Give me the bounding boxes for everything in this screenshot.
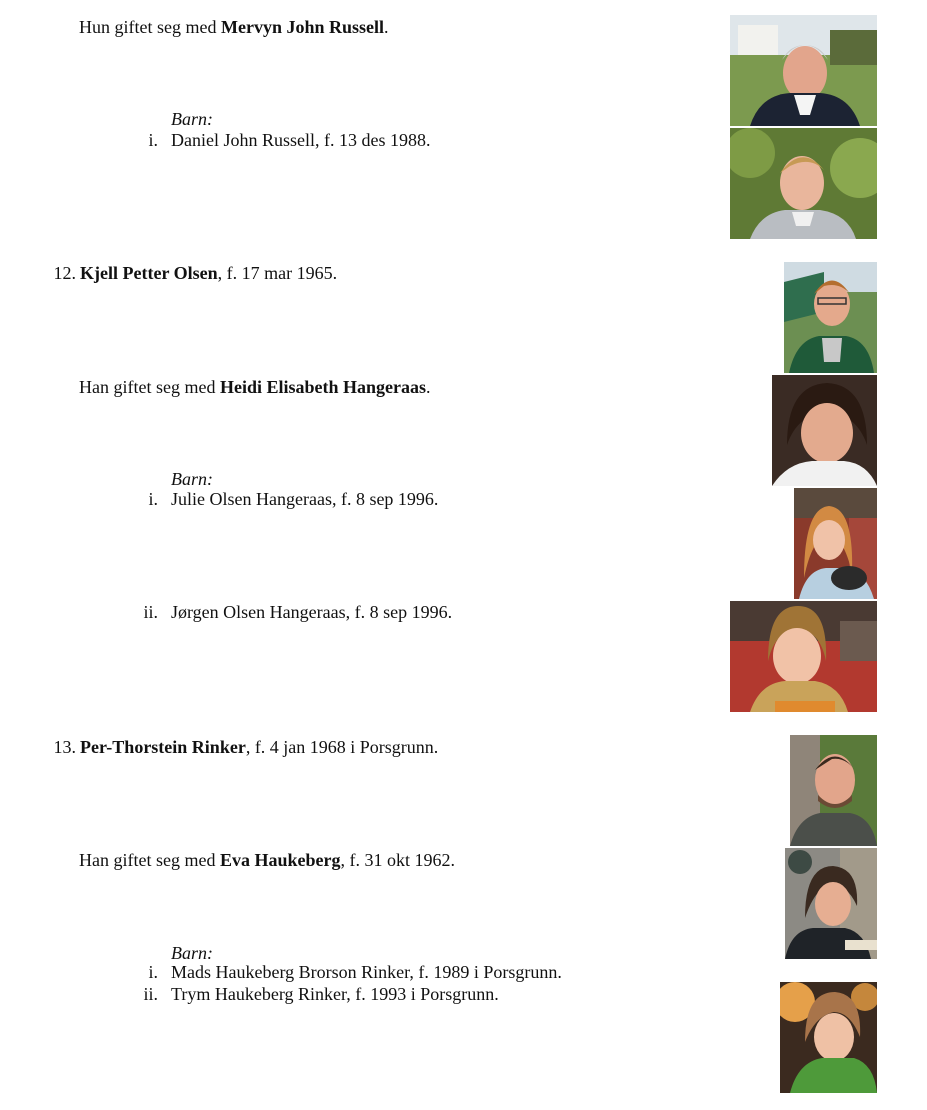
entry-number: 12.	[53, 263, 76, 283]
child-number: i.	[148, 130, 158, 150]
child-entry: Julie Olsen Hangeraas, f. 8 sep 1996.	[171, 489, 439, 509]
text-prefix: Hun giftet seg med	[79, 17, 221, 37]
child-entry: Trym Haukeberg Rinker, f. 1993 i Porsgrunn.	[171, 984, 499, 1004]
person-name: Eva Haukeberg	[219, 850, 341, 870]
child-number: ii.	[143, 602, 158, 622]
child-entry: Jørgen Olsen Hangeraas, f. 8 sep 1996.	[171, 602, 453, 622]
child-entry: Mads Haukeberg Brorson Rinker, f. 1989 i Porsgrunn.	[171, 962, 562, 982]
portrait-photo-kjell	[784, 262, 877, 373]
text-prefix: Han giftet seg med	[79, 377, 220, 397]
portrait-photo-eva	[785, 848, 877, 959]
children-label: Barn:	[171, 109, 213, 129]
person-name: Mervyn John Russell	[220, 17, 384, 37]
person-name: Heidi Elisabeth Hangeraas	[219, 377, 426, 397]
portrait-photo-julie	[794, 488, 877, 599]
child-number: ii.	[143, 984, 158, 1004]
portrait-photo-heidi	[772, 375, 877, 486]
entry-heading	[80, 262, 337, 284]
portrait-photo-mervyn	[730, 15, 877, 126]
text-prefix: Han giftet seg med	[79, 850, 220, 870]
portrait-photo-jorgen	[730, 601, 877, 712]
children-label: Barn:	[171, 943, 213, 963]
person-name: Kjell Petter Olsen	[80, 263, 218, 283]
child-entry: Daniel John Russell, f. 13 des 1988.	[171, 130, 431, 150]
text-suffix: .	[384, 17, 389, 37]
text-suffix: , f. 4 jan 1968 i Porsgrunn.	[245, 737, 439, 757]
portrait-photo-per-thorstein	[790, 735, 877, 846]
text-suffix: , f. 31 okt 1962.	[340, 850, 455, 870]
child-number: i.	[148, 962, 158, 982]
portrait-photo-daniel	[730, 128, 877, 239]
text-suffix: .	[425, 377, 431, 397]
marriage-line-heidi	[79, 376, 430, 398]
text-suffix: , f. 17 mar 1965.	[217, 263, 338, 283]
person-name: Per-Thorstein Rinker	[80, 737, 246, 757]
portrait-photo-trym	[780, 982, 877, 1093]
entry-heading	[80, 736, 438, 758]
marriage-line-eva	[79, 849, 455, 871]
child-number: i.	[148, 489, 158, 509]
children-label: Barn:	[171, 469, 213, 489]
entry-number: 13.	[53, 737, 76, 757]
marriage-line-mervyn	[79, 16, 389, 38]
